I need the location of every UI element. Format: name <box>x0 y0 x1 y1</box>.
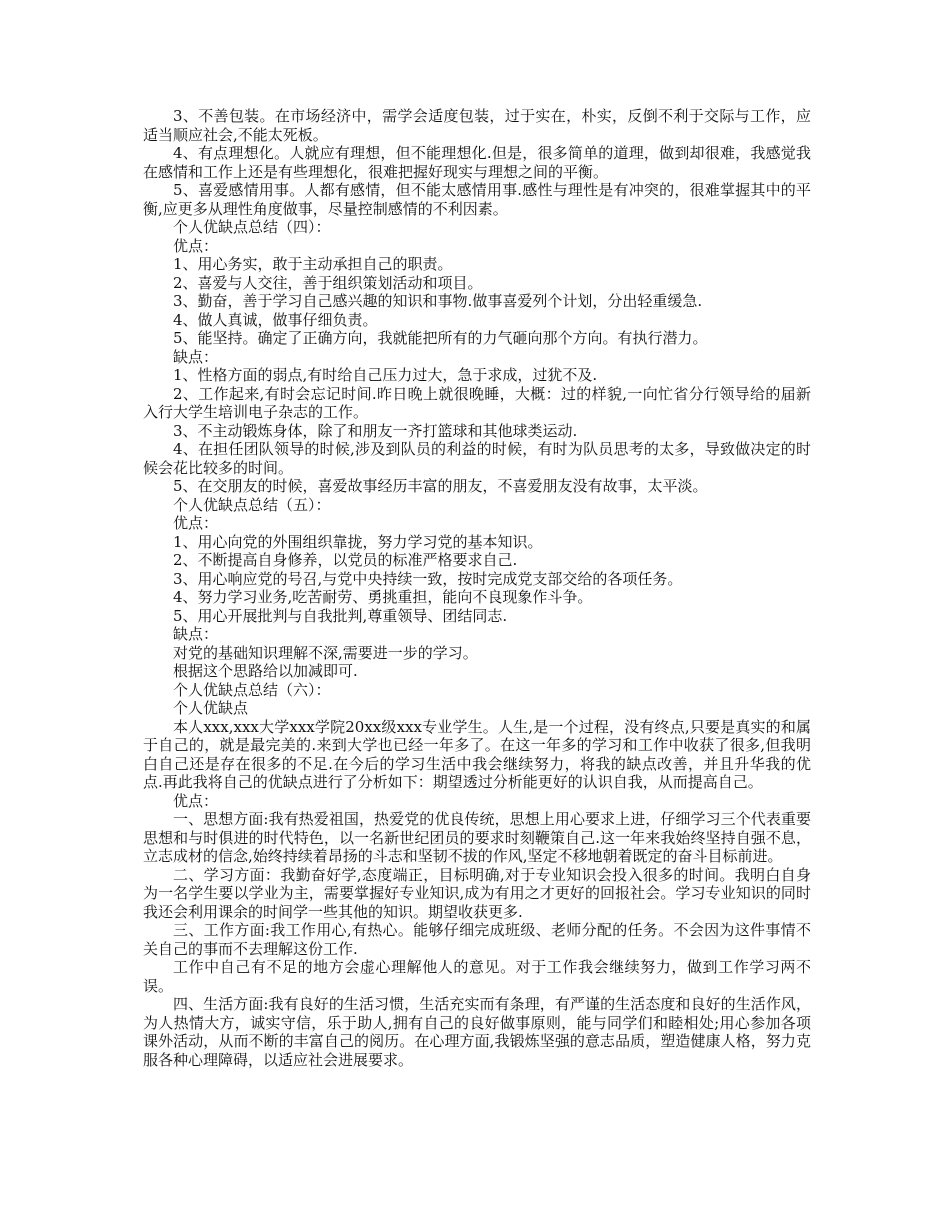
paragraph: 优点： <box>173 514 219 532</box>
paragraph: 优点： <box>173 791 219 810</box>
paragraph: 工作中自己有不足的地方会虚心理解他人的意见。对于工作我会继续努力，做到工作学习两不误。 <box>143 958 811 995</box>
paragraph: 三、工作方面:我工作用心,有热心。能够仔细完成班级、老师分配的任务。不会因为这件事情不关自己的事而不去理解这份工作. <box>143 921 811 958</box>
paragraph: 本人xxx,xxx大学xxx学院20xx级xxx专业学生。人生,是一个过程，没有终点,只要是真实的和属于自己的，就是最完美的.来到大学也已经一年多了。在这一年多的学习和工作中收获了很多,但我明白自己还是存在很多的不足.在今后的学习生活中我会继续努力，将我的缺点改善，并且升华我的优点.再此我将自己的优缺点进行了分析如下：期望透过分析能更好的认识自我，从而提高自己。 <box>143 717 811 791</box>
paragraph: 5、在交朋友的时候，喜爱故事经历丰富的朋友，不喜爱朋友没有故事，太平淡。 <box>173 477 708 495</box>
paragraph: 4、在担任团队领导的时候,涉及到队员的利益的时候，有时为队员思考的太多，导致做决定的时候会花比较多的时间。 <box>143 440 811 477</box>
paragraph: 1、用心务实，敢于主动承担自己的职责。 <box>173 255 453 273</box>
paragraph: 二、学习方面：我勤奋好学,态度端正，目标明确,对于专业知识会投入很多的时间。我明白自身为一名学生要以学业为主，需要掌握好专业知识,成为有用之才更好的回报社会。学习专业知识的同时我还会利用课余的时间学一些其他的知识。期望收获更多. <box>143 865 811 921</box>
paragraph: 4、努力学习业务,吃苦耐劳、勇挑重担，能向不良现象作斗争。 <box>173 588 593 606</box>
paragraph: 个人优缺点 <box>173 699 249 717</box>
paragraph: 缺点： <box>173 347 219 366</box>
paragraph: 5、能坚持。确定了正确方向，我就能把所有的力气砸向那个方向。有执行潜力。 <box>173 329 708 347</box>
paragraph: 3、勤奋，善于学习自己感兴趣的知识和事物.做事喜爱列个计划，分出轻重缓急. <box>173 292 703 310</box>
paragraph: 1、用心向党的外围组织靠拢，努力学习党的基本知识。 <box>173 532 543 551</box>
paragraph: 缺点： <box>173 625 219 643</box>
paragraph: 4、做人真诚，做事仔细负责。 <box>173 310 378 329</box>
paragraph: 个人优缺点总结（四）： <box>173 218 331 236</box>
paragraph: 3、不主动锻炼身体，除了和朋友一齐打篮球和其他球类运动. <box>173 421 578 440</box>
paragraph: 个人优缺点总结（五）： <box>173 495 331 514</box>
paragraph: 3、用心响应党的号召,与党中央持续一致，按时完成党支部交给的各项任务。 <box>173 569 683 588</box>
paragraph: 四、生活方面:我有良好的生活习惯，生活充实而有条理，有严谨的生活态度和良好的生活作风，为人热情大方，诚实守信，乐于助人,拥有自己的良好做事原则，能与同学们和睦相处;用心参加各项课外活动，从而不断的丰富自己的阅历。在心理方面,我锻炼坚强的意志品质，塑造健康人格，努力克服各种心理障碍，以适应社会进展要求。 <box>143 995 811 1069</box>
paragraph: 2、不断提高自身修养，以党员的标准严格要求自己. <box>173 551 518 569</box>
paragraph: 优点： <box>173 236 219 255</box>
paragraph: 对党的基础知识理解不深,需要进一步的学习。 <box>173 643 478 662</box>
paragraph: 根据这个思路给以加减即可. <box>173 662 358 680</box>
paragraph: 3、不善包装。在市场经济中，需学会适度包装，过于实在，朴实，反倒不利于交际与工作，应适当顺应社会,不能太死板。 <box>143 107 811 144</box>
paragraph: 一、思想方面:我有热爱祖国，热爱党的优良传统，思想上用心要求上进，仔细学习三个代表重要思想和与时俱进的时代特色，以一名新世纪团员的要求时刻鞭策自己.这一年来我始终坚持自强不息，立志成材的信念,始终持续着昂扬的斗志和坚韧不拔的作风,坚定不移地朝着既定的奋斗目标前进。 <box>143 810 811 865</box>
paragraph: 5、喜爱感情用事。人都有感情，但不能太感情用事.感性与理性是有冲突的，很难掌握其中的平衡,应更多从理性角度做事，尽量控制感情的不利因素。 <box>143 181 811 218</box>
paragraph: 2、工作起来,有时会忘记时间.昨日晚上就很晚睡，大概：过的样貌,一向忙省分行领导给的届新入行大学生培训电子杂志的工作。 <box>143 384 811 421</box>
document-body <box>143 107 811 1069</box>
paragraph: 4、有点理想化。人就应有理想，但不能理想化.但是，很多简单的道理，做到却很难，我感觉我在感情和工作上还是有些理想化，很难把握好现实与理想之间的平衡。 <box>143 144 811 181</box>
paragraph: 5、用心开展批判与自我批判,尊重领导、团结同志. <box>173 606 508 625</box>
paragraph: 2、喜爱与人交往，善于组织策划活动和项目。 <box>173 273 483 292</box>
paragraph: 1、性格方面的弱点,有时给自己压力过大，急于求成，过犹不及. <box>173 366 598 384</box>
paragraph: 个人优缺点总结（六）： <box>173 680 331 699</box>
